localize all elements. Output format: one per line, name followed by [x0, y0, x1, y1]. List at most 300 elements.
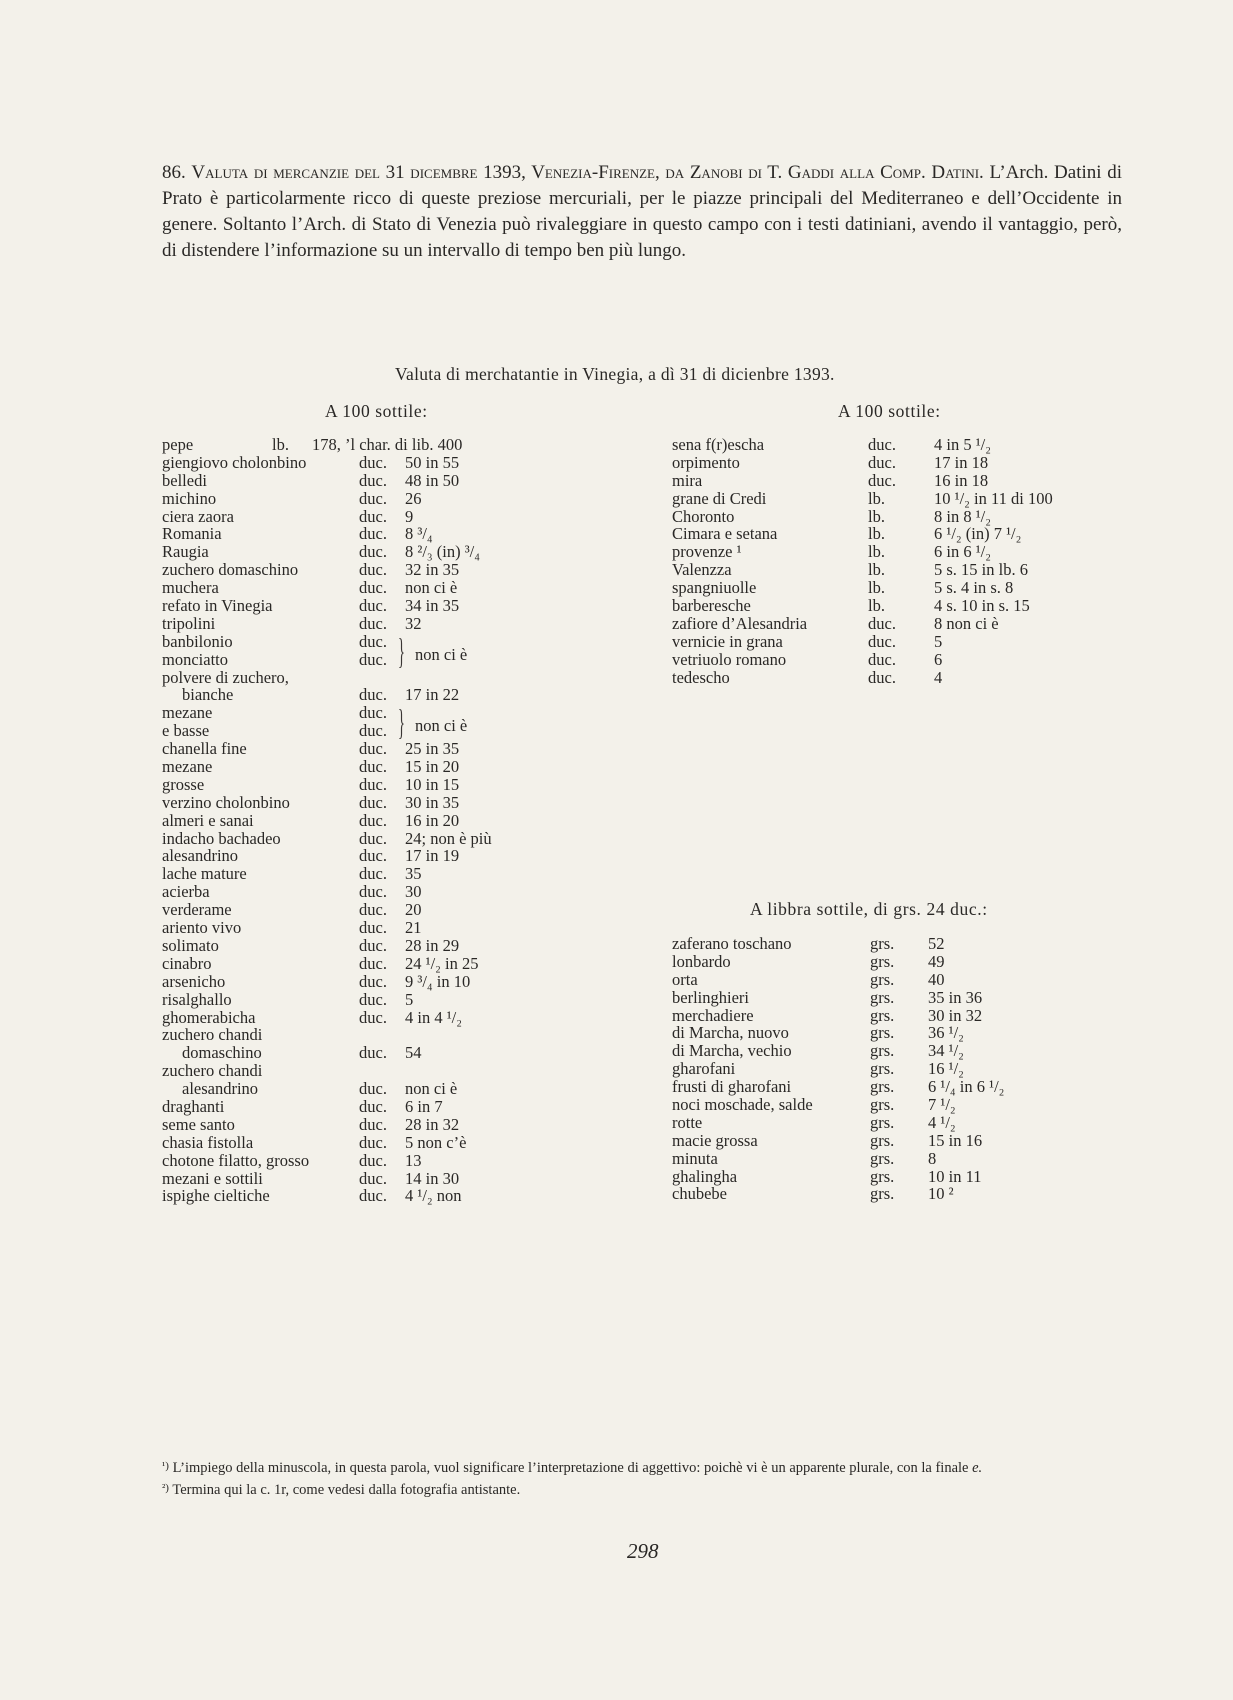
item-value: 17 in 18	[934, 452, 989, 472]
item-name: mira	[672, 470, 703, 490]
list-item	[162, 919, 542, 937]
item-name: bianche	[182, 685, 234, 705]
list-item	[672, 472, 1132, 490]
item-name: grane di Credi	[672, 488, 767, 508]
entry-description: L’Arch. Datini di Prato è particolarmente ricco di queste preziose mercuriali, per le piazze principali del Mediterraneo e dell’Occidente in genere. Soltanto l’Arch. di Stato di Venezia può rivaleggiare in questo campo con i testi datiniani, avendo il vantaggio, però, di distendere l’informazione su un intervallo di tempo ben più lungo.	[162, 162, 1122, 261]
item-unit: grs.	[870, 1023, 895, 1043]
list-item	[162, 794, 542, 812]
item-name: banbilonio	[162, 631, 233, 651]
list-item	[672, 1185, 1132, 1203]
item-name: alesandrino	[182, 1079, 259, 1099]
libbra-unit-label: A libbra sottile, di grs. 24 duc.:	[750, 899, 988, 919]
list-item	[162, 615, 542, 633]
list-item	[162, 758, 542, 776]
item-value: 8	[928, 1148, 937, 1168]
list-item	[162, 883, 542, 901]
entry-number: 86.	[162, 162, 186, 183]
item-name: domaschino	[182, 1043, 262, 1063]
list-item	[162, 525, 542, 543]
item-value: non ci è	[405, 1079, 458, 1099]
list-item	[162, 722, 542, 740]
item-value: 15 in 16	[928, 1130, 983, 1150]
item-value: 16 in 18	[934, 470, 989, 490]
item-unit: duc.	[359, 506, 387, 526]
item-unit: duc.	[359, 631, 387, 651]
list-item	[672, 525, 1132, 543]
item-unit: duc.	[868, 613, 896, 633]
item-unit: duc.	[359, 488, 387, 508]
item-unit: duc.	[359, 900, 387, 920]
list-item	[162, 436, 542, 454]
item-unit: duc.	[359, 613, 387, 633]
item-name: chasia fistolla	[162, 1132, 254, 1152]
list-item	[162, 1152, 542, 1170]
item-name: Choronto	[672, 506, 735, 526]
item-name: grosse	[162, 774, 205, 794]
list-item	[162, 543, 542, 561]
item-unit: duc.	[359, 953, 387, 973]
item-name: lache mature	[162, 864, 247, 884]
list-item	[672, 971, 1132, 989]
item-value: 6 in 6 ¹/₂	[934, 542, 991, 562]
list-item	[672, 1168, 1132, 1186]
item-value: 6 in 7	[405, 1096, 443, 1116]
brace-note-2: non ci è	[415, 716, 468, 735]
item-unit: lb.	[272, 435, 289, 454]
item-value: 10 ¹/₂ in 11 di 100	[934, 488, 1053, 508]
item-unit: duc.	[359, 774, 387, 794]
item-name: provenze ¹	[672, 542, 742, 562]
item-value: 6	[934, 649, 943, 669]
item-unit: grs.	[870, 1130, 895, 1150]
footnote-1	[162, 1456, 1124, 1478]
item-value: 8 in 8 ¹/₂	[934, 506, 991, 526]
item-value: 7 ¹/₂	[928, 1095, 956, 1115]
item-name: pepe	[162, 435, 194, 454]
item-name: macie grossa	[672, 1130, 758, 1150]
item-name: di Marcha, vechio	[672, 1041, 792, 1061]
list-item	[672, 1060, 1132, 1078]
item-value: 5 s. 15 in lb. 6	[934, 560, 1028, 580]
item-unit: duc.	[359, 1168, 387, 1188]
item-unit: grs.	[870, 969, 895, 989]
item-name: mezane	[162, 757, 213, 777]
item-unit: grs.	[870, 1184, 895, 1204]
list-item	[162, 1009, 542, 1027]
footnote-2	[162, 1478, 1124, 1500]
list-item	[162, 1116, 542, 1134]
item-unit: grs.	[870, 1166, 895, 1186]
list-item	[162, 776, 542, 794]
item-unit: duc.	[359, 703, 387, 723]
item-value: 28 in 32	[405, 1114, 460, 1134]
list-item	[162, 991, 542, 1009]
list-item	[162, 1080, 542, 1098]
item-name: orpimento	[672, 452, 740, 472]
item-name: di Marcha, nuovo	[672, 1023, 789, 1043]
item-name: mezani e sottili	[162, 1168, 263, 1188]
list-item	[162, 472, 542, 490]
list-item	[672, 579, 1132, 597]
item-name: alesandrino	[162, 846, 239, 866]
item-name: ghomerabicha	[162, 1007, 256, 1027]
item-name: sena f(r)escha	[672, 435, 765, 454]
item-value: 16 ¹/₂	[928, 1059, 964, 1079]
list-item	[672, 1132, 1132, 1150]
item-value: 4	[934, 667, 943, 687]
item-name: cinabro	[162, 953, 212, 973]
list-item	[162, 633, 542, 651]
item-name: chanella fine	[162, 739, 247, 759]
list-item	[162, 1026, 542, 1044]
item-value: 10 in 11	[928, 1166, 982, 1186]
item-value: non ci è	[405, 578, 458, 598]
item-unit: duc.	[359, 524, 387, 544]
item-name: orta	[672, 969, 698, 989]
item-unit: duc.	[359, 846, 387, 866]
list-item	[162, 937, 542, 955]
list-item	[672, 633, 1132, 651]
list-item	[672, 490, 1132, 508]
item-unit: duc.	[359, 470, 387, 490]
item-unit: lb.	[868, 506, 885, 526]
list-item	[162, 1187, 542, 1205]
item-unit: duc.	[359, 1043, 387, 1063]
item-value: 14 in 30	[405, 1168, 460, 1188]
item-value: 49	[928, 951, 945, 971]
right-price-list	[672, 436, 1132, 686]
item-name: barberesche	[672, 596, 751, 616]
list-item	[672, 1042, 1132, 1060]
item-name: noci moschade, salde	[672, 1095, 813, 1115]
item-value: 30	[405, 882, 422, 902]
item-name: gharofani	[672, 1059, 736, 1079]
list-item	[162, 669, 542, 687]
item-name: zuchero domaschino	[162, 560, 299, 580]
item-unit: duc.	[359, 596, 387, 616]
item-name: solimato	[162, 935, 219, 955]
item-value: 5	[934, 631, 943, 651]
item-unit: lb.	[868, 578, 885, 598]
item-name: e basse	[162, 721, 210, 741]
item-value: 178, ’l char. di lib. 400	[312, 435, 463, 454]
list-item	[162, 955, 542, 973]
list-item	[162, 1062, 542, 1080]
item-name: merchadiere	[672, 1005, 754, 1025]
item-unit: grs.	[870, 1095, 895, 1115]
item-unit: duc.	[359, 757, 387, 777]
item-unit: duc.	[359, 918, 387, 938]
item-name: zuchero chandi	[162, 1025, 263, 1045]
item-unit: duc.	[359, 971, 387, 991]
list-item	[672, 669, 1132, 687]
list-item	[672, 989, 1132, 1007]
list-item	[162, 508, 542, 526]
item-unit: duc.	[359, 810, 387, 830]
item-name: belledi	[162, 470, 207, 490]
document-title: Valuta di merchatantie in Vinegia, a dì 31 di dicienbre 1393.	[395, 364, 835, 384]
item-value: 48 in 50	[405, 470, 460, 490]
item-unit: grs.	[870, 951, 895, 971]
list-item	[162, 740, 542, 758]
item-value: 5	[405, 989, 414, 1009]
item-name: ariento vivo	[162, 918, 242, 938]
item-value: 15 in 20	[405, 757, 460, 777]
item-name: vetriuolo romano	[672, 649, 787, 669]
item-name: zafiore d’Alesandria	[672, 613, 808, 633]
item-unit: grs.	[870, 1059, 895, 1079]
item-value: 35	[405, 864, 422, 884]
item-name: spangniuolle	[672, 578, 757, 598]
item-name: Raugia	[162, 542, 209, 562]
item-value: 34 in 35	[405, 596, 460, 616]
item-name: Romania	[162, 524, 222, 544]
item-unit: duc.	[359, 989, 387, 1009]
item-value: 30 in 35	[405, 792, 460, 812]
item-value: 6 ¹/₂ (in) 7 ¹/₂	[934, 524, 1022, 544]
item-name: vernicie in grana	[672, 631, 783, 651]
footnote-mark: ¹)	[162, 1460, 169, 1472]
item-value: 9 ³/₄ in 10	[405, 971, 471, 991]
item-unit: duc.	[359, 1150, 387, 1170]
item-value: 4 ¹/₂	[928, 1112, 956, 1132]
list-item	[672, 1114, 1132, 1132]
list-item	[162, 1098, 542, 1116]
item-value: 8 ³/₄	[405, 524, 433, 544]
item-value: 52	[928, 934, 945, 953]
item-unit: grs.	[870, 1148, 895, 1168]
item-value: 4 ¹/₂ non	[405, 1186, 462, 1206]
item-unit: grs.	[870, 987, 895, 1007]
item-name: giengiovo cholonbino	[162, 452, 307, 472]
item-value: 9	[405, 506, 414, 526]
footnotes	[162, 1456, 1124, 1500]
item-value: 4 s. 10 in s. 15	[934, 596, 1030, 616]
item-unit: duc.	[868, 435, 896, 454]
item-unit: duc.	[359, 739, 387, 759]
item-unit: grs.	[870, 1005, 895, 1025]
item-unit: duc.	[359, 864, 387, 884]
list-item	[162, 490, 542, 508]
item-name: ghalingha	[672, 1166, 738, 1186]
item-name: Valenzza	[672, 560, 732, 580]
libbra-price-list	[672, 935, 1132, 1203]
list-item	[672, 1150, 1132, 1168]
item-value: 35 in 36	[928, 987, 983, 1007]
item-unit: lb.	[868, 524, 885, 544]
brace-note-1: non ci è	[415, 645, 468, 664]
item-name: zaferano toschano	[672, 934, 792, 953]
footnote-text: Termina qui la c. 1r, come vedesi dalla fotografia antistante.	[172, 1482, 521, 1498]
list-item	[162, 847, 542, 865]
item-value: 4 in 4 ¹/₂	[405, 1007, 462, 1027]
list-item	[672, 935, 1132, 953]
item-name: zuchero chandi	[162, 1061, 263, 1081]
item-unit: duc.	[359, 578, 387, 598]
item-value: 13	[405, 1150, 422, 1170]
item-value: 17 in 19	[405, 846, 460, 866]
item-value: 40	[928, 969, 945, 989]
footnote-mark: ²)	[162, 1482, 169, 1494]
item-unit: duc.	[359, 1079, 387, 1099]
list-item	[162, 865, 542, 883]
list-item	[672, 508, 1132, 526]
item-name: michino	[162, 488, 217, 508]
item-unit: duc.	[359, 828, 387, 848]
item-value: 4 in 5 ¹/₂	[934, 435, 991, 454]
item-value: 10 ²	[928, 1184, 954, 1204]
item-unit: duc.	[868, 649, 896, 669]
item-name: berlinghieri	[672, 987, 749, 1007]
list-item	[672, 1024, 1132, 1042]
list-item	[672, 561, 1132, 579]
item-name: ciera zaora	[162, 506, 234, 526]
item-name: seme santo	[162, 1114, 235, 1134]
item-name: rotte	[672, 1112, 703, 1132]
list-item	[672, 1007, 1132, 1025]
item-value: 28 in 29	[405, 935, 460, 955]
item-value: 5 non c’è	[405, 1132, 467, 1152]
list-item	[672, 597, 1132, 615]
item-name: polvere di zuchero,	[162, 667, 289, 687]
item-unit: lb.	[868, 488, 885, 508]
item-unit: duc.	[359, 560, 387, 580]
item-name: minuta	[672, 1148, 718, 1168]
item-name: mezane	[162, 703, 213, 723]
item-unit: duc.	[868, 631, 896, 651]
list-item	[672, 953, 1132, 971]
item-value: 50 in 55	[405, 452, 460, 472]
item-unit: grs.	[870, 1041, 895, 1061]
list-item	[162, 686, 542, 704]
page-number: 298	[627, 1539, 659, 1563]
item-name: frusti di gharofani	[672, 1077, 792, 1097]
list-item	[162, 830, 542, 848]
item-name: almeri e sanai	[162, 810, 254, 830]
item-unit: duc.	[359, 792, 387, 812]
brace-icon: }	[398, 702, 405, 742]
list-item	[162, 561, 542, 579]
list-item	[672, 615, 1132, 633]
right-unit-label: A 100 sottile:	[838, 401, 941, 421]
item-value: 34 ¹/₂	[928, 1041, 964, 1061]
item-name: ispighe cieltiche	[162, 1186, 270, 1206]
item-unit: duc.	[359, 649, 387, 669]
item-name: indacho bachadeo	[162, 828, 281, 848]
list-item	[162, 1170, 542, 1188]
list-item	[162, 651, 542, 669]
item-name: acierba	[162, 882, 210, 902]
left-price-list	[162, 436, 542, 1205]
item-value: 5 s. 4 in s. 8	[934, 578, 1014, 598]
list-item	[672, 436, 1132, 454]
item-value: 10 in 15	[405, 774, 460, 794]
brace-icon: }	[398, 631, 405, 671]
item-name: tripolini	[162, 613, 216, 633]
item-unit: duc.	[868, 452, 896, 472]
item-value: 8 ²/₃ (in) ³/₄	[405, 542, 481, 562]
list-item	[162, 704, 542, 722]
item-value: 30 in 32	[928, 1005, 983, 1025]
item-name: risalghallo	[162, 989, 232, 1009]
item-unit: duc.	[359, 1186, 387, 1206]
item-unit: duc.	[359, 935, 387, 955]
item-unit: grs.	[870, 1112, 895, 1132]
list-item	[672, 454, 1132, 472]
item-unit: duc.	[359, 542, 387, 562]
item-name: draghanti	[162, 1096, 225, 1116]
item-unit: grs.	[870, 934, 895, 953]
list-item	[162, 454, 542, 472]
item-unit: lb.	[868, 560, 885, 580]
item-value: 54	[405, 1043, 422, 1063]
item-value: 16 in 20	[405, 810, 460, 830]
item-unit: duc.	[359, 721, 387, 741]
item-name: muchera	[162, 578, 219, 598]
entry-heading	[162, 160, 1122, 264]
item-name: verzino cholonbino	[162, 792, 290, 812]
item-name: chubebe	[672, 1184, 727, 1204]
item-name: refato in Vinegia	[162, 596, 273, 616]
item-value: 17 in 22	[405, 685, 460, 705]
item-name: verderame	[162, 900, 232, 920]
item-unit: duc.	[359, 882, 387, 902]
list-item	[162, 973, 542, 991]
item-name: monciatto	[162, 649, 228, 669]
item-unit: duc.	[868, 470, 896, 490]
item-name: lonbardo	[672, 951, 731, 971]
item-unit: duc.	[359, 1132, 387, 1152]
item-unit: lb.	[868, 542, 885, 562]
list-item	[162, 901, 542, 919]
list-item	[162, 597, 542, 615]
list-item	[672, 651, 1132, 669]
list-item	[672, 543, 1132, 561]
item-value: 24 ¹/₂ in 25	[405, 953, 479, 973]
list-item	[162, 1044, 542, 1062]
item-unit: lb.	[868, 596, 885, 616]
item-value: 8 non ci è	[934, 613, 999, 633]
item-name: tedescho	[672, 667, 730, 687]
item-unit: duc.	[359, 1114, 387, 1134]
list-item	[162, 579, 542, 597]
item-unit: duc.	[359, 1096, 387, 1116]
item-unit: duc.	[359, 1007, 387, 1027]
footnote-text: L’impiego della minuscola, in questa parola, vuol significare l’interpretazione di aggettivo: poichè vi è un apparente plurale, con la finale	[172, 1460, 969, 1476]
item-unit: duc.	[868, 667, 896, 687]
item-value: 26	[405, 488, 422, 508]
item-value: 20	[405, 900, 422, 920]
item-name: Cimara e setana	[672, 524, 778, 544]
item-value: 24; non è più	[405, 828, 492, 848]
item-value: 36 ¹/₂	[928, 1023, 964, 1043]
list-item	[162, 812, 542, 830]
item-unit: grs.	[870, 1077, 895, 1097]
entry-title: Valuta di mercanzie del 31 dicembre 1393, Venezia-Firenze, da Zanobi di T. Gaddi alla Comp. Datini.	[191, 162, 984, 183]
item-value: 32	[405, 613, 422, 633]
list-item	[672, 1096, 1132, 1114]
footnote-italic: e.	[972, 1460, 983, 1476]
item-unit: duc.	[359, 452, 387, 472]
item-value: 25 in 35	[405, 739, 460, 759]
item-unit: duc.	[359, 685, 387, 705]
item-value: 32 in 35	[405, 560, 460, 580]
item-name: chotone filatto, grosso	[162, 1150, 310, 1170]
list-item	[162, 1134, 542, 1152]
item-value: 6 ¹/₄ in 6 ¹/₂	[928, 1077, 1005, 1097]
list-item	[672, 1078, 1132, 1096]
item-value: 21	[405, 918, 422, 938]
